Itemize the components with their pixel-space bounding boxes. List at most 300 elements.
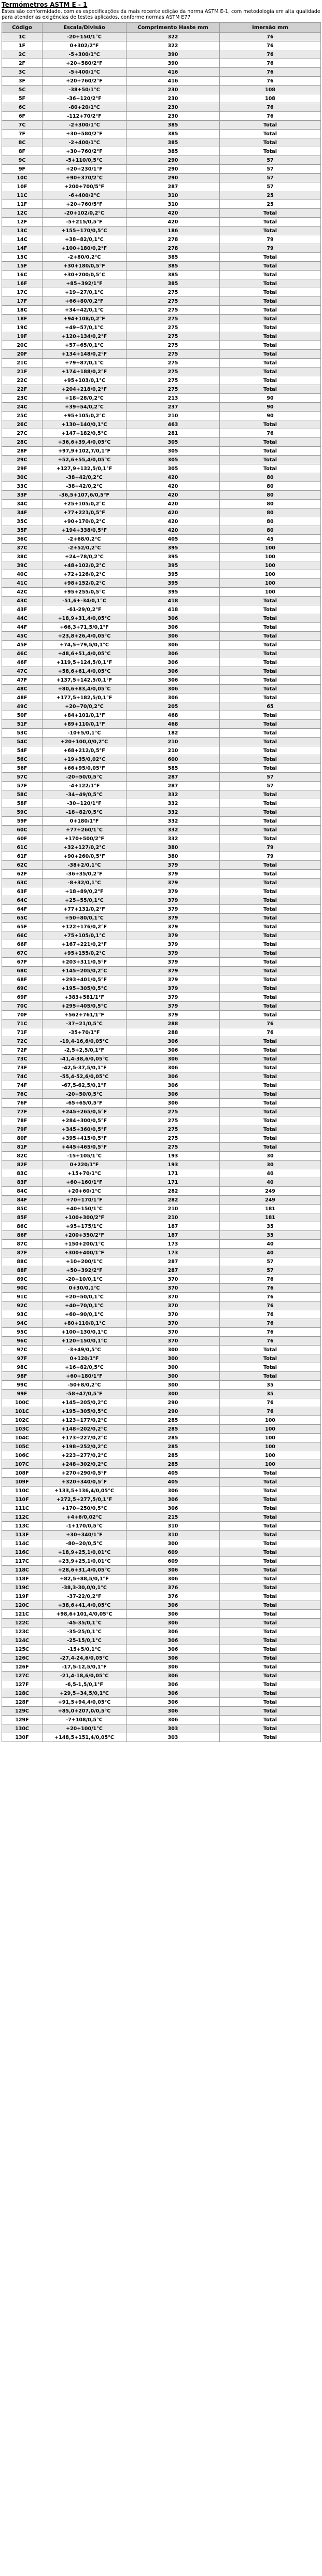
cell-comprimento-haste: 385 (127, 121, 220, 130)
cell-imersao: 35 (220, 1231, 321, 1240)
cell-comprimento-haste: 306 (127, 1566, 220, 1575)
table-row (2, 1442, 321, 1451)
table-row (2, 879, 321, 887)
cell-comprimento-haste: 306 (127, 623, 220, 632)
cell-imersao: Total (220, 376, 321, 385)
cell-escala-divisao: +77+221/0,5°F (43, 508, 127, 517)
cell-comprimento-haste: 420 (127, 218, 220, 227)
cell-codigo: 43F (2, 605, 43, 614)
table-row (2, 1724, 321, 1733)
cell-codigo: 99C (2, 1381, 43, 1390)
cell-imersao: Total (220, 1522, 321, 1531)
cell-comprimento-haste: 182 (127, 729, 220, 738)
cell-codigo: 9C (2, 156, 43, 165)
cell-comprimento-haste: 395 (127, 553, 220, 561)
cell-codigo: 77F (2, 1108, 43, 1116)
cell-escala-divisao: +80,6+83,4/0,05°C (43, 685, 127, 693)
cell-comprimento-haste: 306 (127, 1055, 220, 1064)
cell-codigo: 22F (2, 385, 43, 394)
cell-escala-divisao: +145+205/0,2°C (43, 1398, 127, 1407)
cell-imersao: 76 (220, 1337, 321, 1346)
table-row (2, 306, 321, 315)
cell-comprimento-haste: 282 (127, 1196, 220, 1205)
cell-escala-divisao: -20+150/1°C (43, 33, 127, 41)
cell-imersao: 108 (220, 86, 321, 94)
cell-comprimento-haste: 275 (127, 332, 220, 341)
cell-imersao: 76 (220, 1319, 321, 1328)
cell-imersao: Total (220, 720, 321, 729)
cell-imersao: Total (220, 799, 321, 808)
cell-codigo: 104C (2, 1434, 43, 1442)
table-row (2, 685, 321, 693)
cell-codigo: 86C (2, 1222, 43, 1231)
cell-imersao: 76 (220, 103, 321, 112)
table-row (2, 773, 321, 782)
cell-codigo: 69F (2, 993, 43, 1002)
cell-escala-divisao: -10+5/0,1°C (43, 729, 127, 738)
cell-codigo: 29F (2, 464, 43, 473)
cell-escala-divisao: -38+50/1°C (43, 86, 127, 94)
cell-escala-divisao: +34+42/0,1°C (43, 306, 127, 315)
table-row (2, 1381, 321, 1390)
cell-comprimento-haste: 285 (127, 1434, 220, 1442)
cell-comprimento-haste: 376 (127, 1592, 220, 1601)
cell-imersao: Total (220, 649, 321, 658)
cell-imersao: Total (220, 253, 321, 262)
header-codigo: Código (2, 23, 43, 33)
cell-comprimento-haste: 306 (127, 1037, 220, 1046)
table-row (2, 1495, 321, 1504)
cell-comprimento-haste: 275 (127, 323, 220, 332)
cell-codigo: 84C (2, 1187, 43, 1196)
cell-comprimento-haste: 287 (127, 782, 220, 790)
cell-imersao: Total (220, 632, 321, 641)
cell-codigo: 25C (2, 412, 43, 420)
cell-comprimento-haste: 193 (127, 1152, 220, 1160)
cell-escala-divisao: +85,0+207,0/0,5°C (43, 1707, 127, 1716)
cell-comprimento-haste: 230 (127, 103, 220, 112)
table-row (2, 641, 321, 649)
cell-codigo: 48C (2, 685, 43, 693)
cell-comprimento-haste: 306 (127, 1504, 220, 1513)
cell-codigo: 119C (2, 1583, 43, 1592)
table-row (2, 1354, 321, 1363)
cell-comprimento-haste: 306 (127, 1672, 220, 1680)
table-row (2, 420, 321, 429)
cell-comprimento-haste: 287 (127, 773, 220, 782)
cell-escala-divisao: -15+105/1°C (43, 1152, 127, 1160)
cell-comprimento-haste: 416 (127, 77, 220, 86)
cell-codigo: 120C (2, 1601, 43, 1610)
table-row (2, 1081, 321, 1090)
cell-escala-divisao: +95+103/0,1°C (43, 376, 127, 385)
cell-escala-divisao: +39+54/0,2°C (43, 403, 127, 412)
cell-imersao: Total (220, 614, 321, 623)
table-row (2, 605, 321, 614)
cell-comprimento-haste: 187 (127, 1222, 220, 1231)
cell-comprimento-haste: 290 (127, 165, 220, 174)
table-row (2, 50, 321, 59)
cell-escala-divisao: +60+160/1°F (43, 1178, 127, 1187)
cell-imersao: Total (220, 323, 321, 332)
cell-imersao: Total (220, 693, 321, 702)
cell-codigo: 73C (2, 1055, 43, 1064)
cell-codigo: 5F (2, 94, 43, 103)
cell-imersao: 57 (220, 773, 321, 782)
cell-codigo: 29C (2, 456, 43, 464)
table-row (2, 1072, 321, 1081)
cell-imersao: 57 (220, 782, 321, 790)
table-row (2, 41, 321, 50)
cell-comprimento-haste: 300 (127, 1372, 220, 1381)
cell-comprimento-haste: 370 (127, 1293, 220, 1301)
cell-escala-divisao: +36,6+39,4/0,05°C (43, 438, 127, 447)
cell-imersao: Total (220, 755, 321, 764)
table-row (2, 200, 321, 209)
cell-codigo: 6F (2, 112, 43, 121)
cell-codigo: 37C (2, 544, 43, 553)
cell-codigo: 22C (2, 376, 43, 385)
table-row (2, 130, 321, 138)
table-row (2, 905, 321, 914)
table-row (2, 588, 321, 597)
cell-imersao: 76 (220, 59, 321, 68)
cell-escala-divisao: -34+49/0,5°C (43, 790, 127, 799)
cell-comprimento-haste: 370 (127, 1275, 220, 1284)
table-row (2, 182, 321, 191)
cell-imersao: Total (220, 1531, 321, 1539)
cell-escala-divisao: +167+221/0,2°F (43, 940, 127, 949)
cell-escala-divisao: +80+110/0,1°C (43, 1319, 127, 1328)
cell-escala-divisao: -25-15/0,1°C (43, 1636, 127, 1645)
cell-comprimento-haste: 275 (127, 367, 220, 376)
cell-imersao: Total (220, 764, 321, 773)
cell-comprimento-haste: 287 (127, 1266, 220, 1275)
cell-imersao: Total (220, 967, 321, 975)
cell-escala-divisao: -15+5/0,1°C (43, 1645, 127, 1654)
table-row (2, 376, 321, 385)
cell-escala-divisao: +122+176/0,2°F (43, 923, 127, 931)
cell-escala-divisao: +147+182/0,5°C (43, 429, 127, 438)
cell-imersao: 80 (220, 517, 321, 526)
table-row (2, 227, 321, 235)
cell-escala-divisao: +60+90/0,1°C (43, 1310, 127, 1319)
table-row (2, 746, 321, 755)
cell-codigo: 12C (2, 209, 43, 218)
cell-codigo: 59C (2, 808, 43, 817)
cell-imersao: Total (220, 949, 321, 958)
cell-codigo: 33F (2, 491, 43, 500)
cell-codigo: 38C (2, 553, 43, 561)
cell-escala-divisao: +30+340/1°F (43, 1531, 127, 1539)
cell-escala-divisao: +19+27/0,1°C (43, 288, 127, 297)
table-row (2, 931, 321, 940)
cell-comprimento-haste: 609 (127, 1557, 220, 1566)
cell-escala-divisao: +82,5+88,5/0,1°F (43, 1575, 127, 1583)
cell-escala-divisao: +95+105/0,2°C (43, 412, 127, 420)
cell-codigo: 105C (2, 1442, 43, 1451)
cell-codigo: 95C (2, 1328, 43, 1337)
table-row (2, 1636, 321, 1645)
cell-codigo: 113C (2, 1522, 43, 1531)
cell-codigo: 8C (2, 138, 43, 147)
table-row (2, 1416, 321, 1425)
cell-escala-divisao: -38+42/0,2°C (43, 473, 127, 482)
table-row (2, 808, 321, 817)
cell-escala-divisao: -2+400/1°C (43, 138, 127, 147)
cell-escala-divisao: +10+200/1°C (43, 1257, 127, 1266)
table-row (2, 174, 321, 182)
cell-imersao: 79 (220, 244, 321, 253)
cell-imersao: 100 (220, 570, 321, 579)
cell-imersao: Total (220, 1689, 321, 1698)
table-row (2, 447, 321, 456)
table-row (2, 1557, 321, 1566)
cell-comprimento-haste: 306 (127, 1072, 220, 1081)
table-row (2, 491, 321, 500)
cell-comprimento-haste: 193 (127, 1160, 220, 1169)
cell-imersao: 100 (220, 561, 321, 570)
cell-comprimento-haste: 306 (127, 693, 220, 702)
cell-imersao: Total (220, 826, 321, 834)
cell-escala-divisao: -3+49/0,5°C (43, 1346, 127, 1354)
cell-comprimento-haste: 171 (127, 1169, 220, 1178)
cell-escala-divisao: +48,6+51,4/0,05°C (43, 649, 127, 658)
cell-escala-divisao: +38,6+41,4/0,05°C (43, 1601, 127, 1610)
cell-comprimento-haste: 210 (127, 746, 220, 755)
table-row (2, 482, 321, 491)
cell-codigo: 48F (2, 693, 43, 702)
cell-escala-divisao: -36+35/0,2°F (43, 870, 127, 879)
cell-comprimento-haste: 306 (127, 685, 220, 693)
table-row (2, 209, 321, 218)
cell-codigo: 117C (2, 1557, 43, 1566)
cell-imersao: 76 (220, 1407, 321, 1416)
table-row (2, 1698, 321, 1707)
table-row (2, 253, 321, 262)
cell-codigo: 14C (2, 235, 43, 244)
cell-codigo: 67C (2, 949, 43, 958)
cell-escala-divisao: +130+140/0,1°C (43, 420, 127, 429)
cell-codigo: 35C (2, 517, 43, 526)
table-row (2, 517, 321, 526)
cell-imersao: 25 (220, 200, 321, 209)
cell-escala-divisao: +90+170/0,2°C (43, 517, 127, 526)
cell-imersao: 57 (220, 165, 321, 174)
table-row (2, 1654, 321, 1663)
cell-escala-divisao: +30+200/0,5°C (43, 271, 127, 279)
cell-codigo: 107C (2, 1460, 43, 1469)
table-row (2, 958, 321, 967)
cell-comprimento-haste: 380 (127, 843, 220, 852)
cell-imersao: 100 (220, 579, 321, 588)
cell-escala-divisao: -6,5-1,5/0,1°F (43, 1680, 127, 1689)
cell-escala-divisao: +50+80/0,1°C (43, 914, 127, 923)
cell-codigo: 119F (2, 1592, 43, 1601)
cell-escala-divisao: +30+760/2°F (43, 147, 127, 156)
cell-imersao: Total (220, 279, 321, 288)
cell-escala-divisao: -38+2/0,1°C (43, 861, 127, 870)
cell-imersao: Total (220, 623, 321, 632)
table-row (2, 394, 321, 403)
cell-codigo: 108F (2, 1469, 43, 1478)
cell-codigo: 71F (2, 1028, 43, 1037)
cell-comprimento-haste: 322 (127, 33, 220, 41)
cell-comprimento-haste: 306 (127, 614, 220, 623)
cell-imersao: Total (220, 879, 321, 887)
cell-escala-divisao: +562+761/1°F (43, 1011, 127, 1020)
cell-escala-divisao: +49+57/0,1°C (43, 323, 127, 332)
cell-codigo: 3F (2, 77, 43, 86)
cell-imersao: 57 (220, 1257, 321, 1266)
cell-escala-divisao: -45-35/0,1°C (43, 1619, 127, 1627)
cell-escala-divisao: +98,6+101,4/0,05°C (43, 1610, 127, 1619)
table-row (2, 464, 321, 473)
cell-codigo: 116C (2, 1548, 43, 1557)
cell-imersao: Total (220, 1636, 321, 1645)
cell-imersao: Total (220, 914, 321, 923)
cell-imersao: Total (220, 367, 321, 376)
cell-escala-divisao: +85+392/1°F (43, 279, 127, 288)
cell-imersao: 40 (220, 1178, 321, 1187)
cell-comprimento-haste: 468 (127, 720, 220, 729)
cell-comprimento-haste: 306 (127, 1081, 220, 1090)
cell-imersao: Total (220, 385, 321, 394)
cell-codigo: 98F (2, 1372, 43, 1381)
cell-imersao: 80 (220, 526, 321, 535)
cell-escala-divisao: +120+150/0,1°C (43, 1337, 127, 1346)
cell-escala-divisao: +95+255/0,5°C (43, 588, 127, 597)
cell-comprimento-haste: 420 (127, 517, 220, 526)
cell-comprimento-haste: 395 (127, 561, 220, 570)
cell-imersao: 35 (220, 1381, 321, 1390)
cell-codigo: 19C (2, 323, 43, 332)
cell-codigo: 34C (2, 500, 43, 508)
cell-escala-divisao: -27,4-24,6/0,05°C (43, 1654, 127, 1663)
cell-codigo: 27C (2, 429, 43, 438)
table-row (2, 103, 321, 112)
cell-codigo: 57C (2, 773, 43, 782)
cell-escala-divisao: -5+110/0,5°C (43, 156, 127, 165)
cell-imersao: 76 (220, 1293, 321, 1301)
cell-escala-divisao: +60+180/1°F (43, 1372, 127, 1381)
table-row (2, 1672, 321, 1680)
cell-codigo: 72F (2, 1046, 43, 1055)
cell-codigo: 69C (2, 984, 43, 993)
cell-codigo: 129C (2, 1707, 43, 1716)
cell-codigo: 87C (2, 1240, 43, 1249)
thermometer-table (2, 22, 321, 1742)
cell-escala-divisao: +77+260/1°C (43, 826, 127, 834)
table-row (2, 500, 321, 508)
cell-imersao: Total (220, 597, 321, 605)
cell-imersao: Total (220, 1469, 321, 1478)
cell-codigo: 100C (2, 1398, 43, 1407)
cell-codigo: 70F (2, 1011, 43, 1020)
cell-codigo: 83C (2, 1169, 43, 1178)
cell-escala-divisao: 0+30/0,1°C (43, 1284, 127, 1293)
cell-escala-divisao: -8+32/0,1°C (43, 879, 127, 887)
cell-codigo: 128C (2, 1689, 43, 1698)
cell-codigo: 68C (2, 967, 43, 975)
table-row (2, 1434, 321, 1442)
cell-escala-divisao: +127,9+132,5/0,1°F (43, 464, 127, 473)
cell-imersao: 76 (220, 1275, 321, 1284)
cell-escala-divisao: -2+68/0,2°C (43, 535, 127, 544)
cell-imersao: Total (220, 817, 321, 826)
cell-escala-divisao: +52,6+55,4/0,05°C (43, 456, 127, 464)
cell-escala-divisao: -42,5-37,5/0,1°F (43, 1064, 127, 1072)
table-row (2, 191, 321, 200)
table-row (2, 755, 321, 764)
cell-escala-divisao: -61-29/0,2°F (43, 605, 127, 614)
cell-codigo: 118C (2, 1566, 43, 1575)
cell-comprimento-haste: 418 (127, 597, 220, 605)
cell-imersao: 100 (220, 1416, 321, 1425)
cell-comprimento-haste: 370 (127, 1319, 220, 1328)
cell-imersao: 57 (220, 1266, 321, 1275)
cell-imersao: Total (220, 1583, 321, 1592)
cell-imersao: Total (220, 1575, 321, 1583)
cell-imersao: 80 (220, 473, 321, 482)
cell-escala-divisao: +148+202/0,2°C (43, 1425, 127, 1434)
cell-imersao: 249 (220, 1196, 321, 1205)
cell-imersao: 76 (220, 429, 321, 438)
table-row (2, 1301, 321, 1310)
cell-imersao: Total (220, 1346, 321, 1354)
cell-codigo: 39C (2, 561, 43, 570)
cell-imersao: Total (220, 1090, 321, 1099)
cell-escala-divisao: -4+122/1°F (43, 782, 127, 790)
table-row (2, 940, 321, 949)
cell-escala-divisao: -7+108/0,5°C (43, 1716, 127, 1724)
cell-imersao: Total (220, 870, 321, 879)
table-row (2, 412, 321, 420)
table-row (2, 1680, 321, 1689)
cell-imersao: Total (220, 350, 321, 359)
cell-imersao: Total (220, 1354, 321, 1363)
cell-escala-divisao: +284+300/0,5°F (43, 1116, 127, 1125)
table-row (2, 1028, 321, 1037)
cell-comprimento-haste: 380 (127, 852, 220, 861)
table-row (2, 817, 321, 826)
cell-comprimento-haste: 275 (127, 350, 220, 359)
cell-escala-divisao: -20+50/0,5°C (43, 1090, 127, 1099)
cell-codigo: 86F (2, 1231, 43, 1240)
table-row (2, 385, 321, 394)
table-row (2, 1090, 321, 1099)
cell-escala-divisao: +68+212/0,5°F (43, 746, 127, 755)
cell-escala-divisao: +148,5+151,4/0,05°C (43, 1733, 127, 1742)
table-row (2, 843, 321, 852)
cell-escala-divisao: +75+105/0,1°C (43, 931, 127, 940)
cell-comprimento-haste: 306 (127, 1663, 220, 1672)
cell-escala-divisao: 0+220/1°F (43, 1160, 127, 1169)
cell-codigo: 43C (2, 597, 43, 605)
cell-escala-divisao: +20+100,0/0,2°C (43, 738, 127, 746)
cell-escala-divisao: +19+35/0,02°C (43, 755, 127, 764)
cell-imersao: Total (220, 1557, 321, 1566)
cell-codigo: 72C (2, 1037, 43, 1046)
cell-comprimento-haste: 305 (127, 464, 220, 473)
cell-codigo: 68F (2, 975, 43, 984)
cell-imersao: Total (220, 1081, 321, 1090)
cell-comprimento-haste: 385 (127, 130, 220, 138)
table-row (2, 1020, 321, 1028)
cell-codigo: 16C (2, 271, 43, 279)
header-escala-divisao: Escala/Divisão (43, 23, 127, 33)
cell-codigo: 76C (2, 1090, 43, 1099)
